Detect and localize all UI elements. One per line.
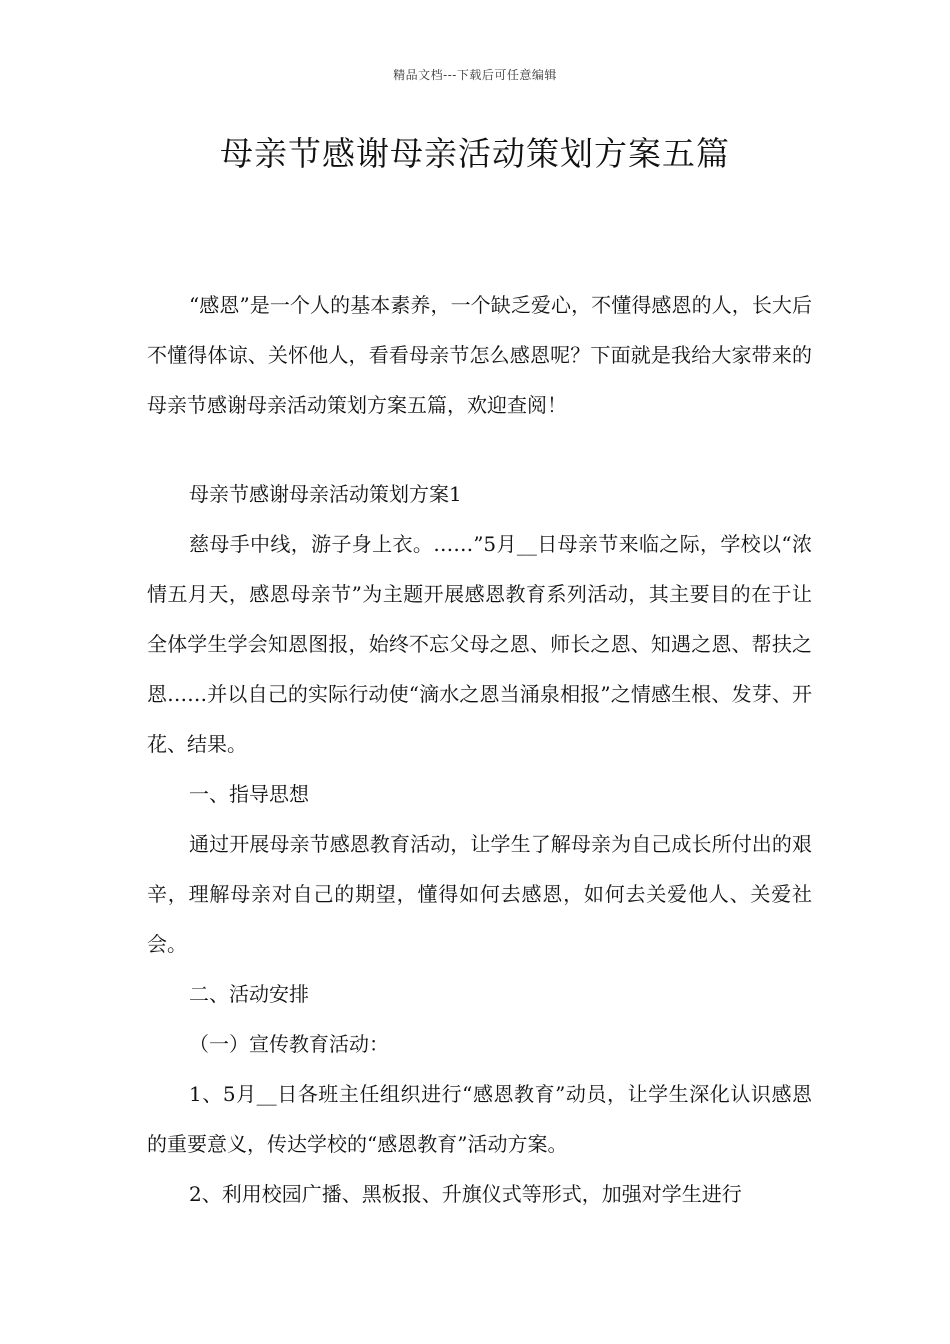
heading-activity-arrangement: 二、活动安排: [189, 982, 309, 1006]
list-item: 2、利用校园广播、黑板报、升旗仪式等形式，加强对学生进行: [189, 1182, 742, 1206]
header-note: 精品文档---下载后可任意编辑: [393, 68, 557, 82]
section-heading: 母亲节感谢母亲活动策划方案1: [189, 482, 462, 506]
body-paragraph: 慈母手中线，游子身上衣。……”5月__日母亲节来临之际，学校以“浓情五月天，感恩母亲节”为主题开展感恩教育系列活动，其主要目的在于让全体学生学会知恩图报，始终不忘父母之恩、师长之恩、知遇之恩、帮扶之恩……并以自己的实际行动使“滴水之恩当涌泉相报”之情感生根、发芽、开花、结果。: [147, 532, 812, 756]
sub-heading-publicity: （一）宣传教育活动：: [189, 1032, 389, 1056]
page-title: 母亲节感谢母亲活动策划方案五篇: [220, 134, 730, 173]
document-body: [147, 280, 812, 1219]
intro-paragraph: “感恩”是一个人的基本素养，一个缺乏爱心，不懂得感恩的人，长大后不懂得体谅、关怀他人，看看母亲节怎么感恩呢？下面就是我给大家带来的母亲节感谢母亲活动策划方案五篇，欢迎查阅！: [147, 293, 812, 417]
list-item: 1、5月__日各班主任组织进行“感恩教育”动员，让学生深化认识感恩的重要意义，传达学校的“感恩教育”活动方案。: [147, 1082, 812, 1156]
spacer: [147, 430, 812, 469]
body-paragraph: 通过开展母亲节感恩教育活动，让学生了解母亲为自己成长所付出的艰辛，理解母亲对自己的期望，懂得如何去感恩，如何去关爱他人、关爱社会。: [147, 832, 812, 956]
heading-guiding-ideology: 一、指导思想: [189, 782, 309, 806]
